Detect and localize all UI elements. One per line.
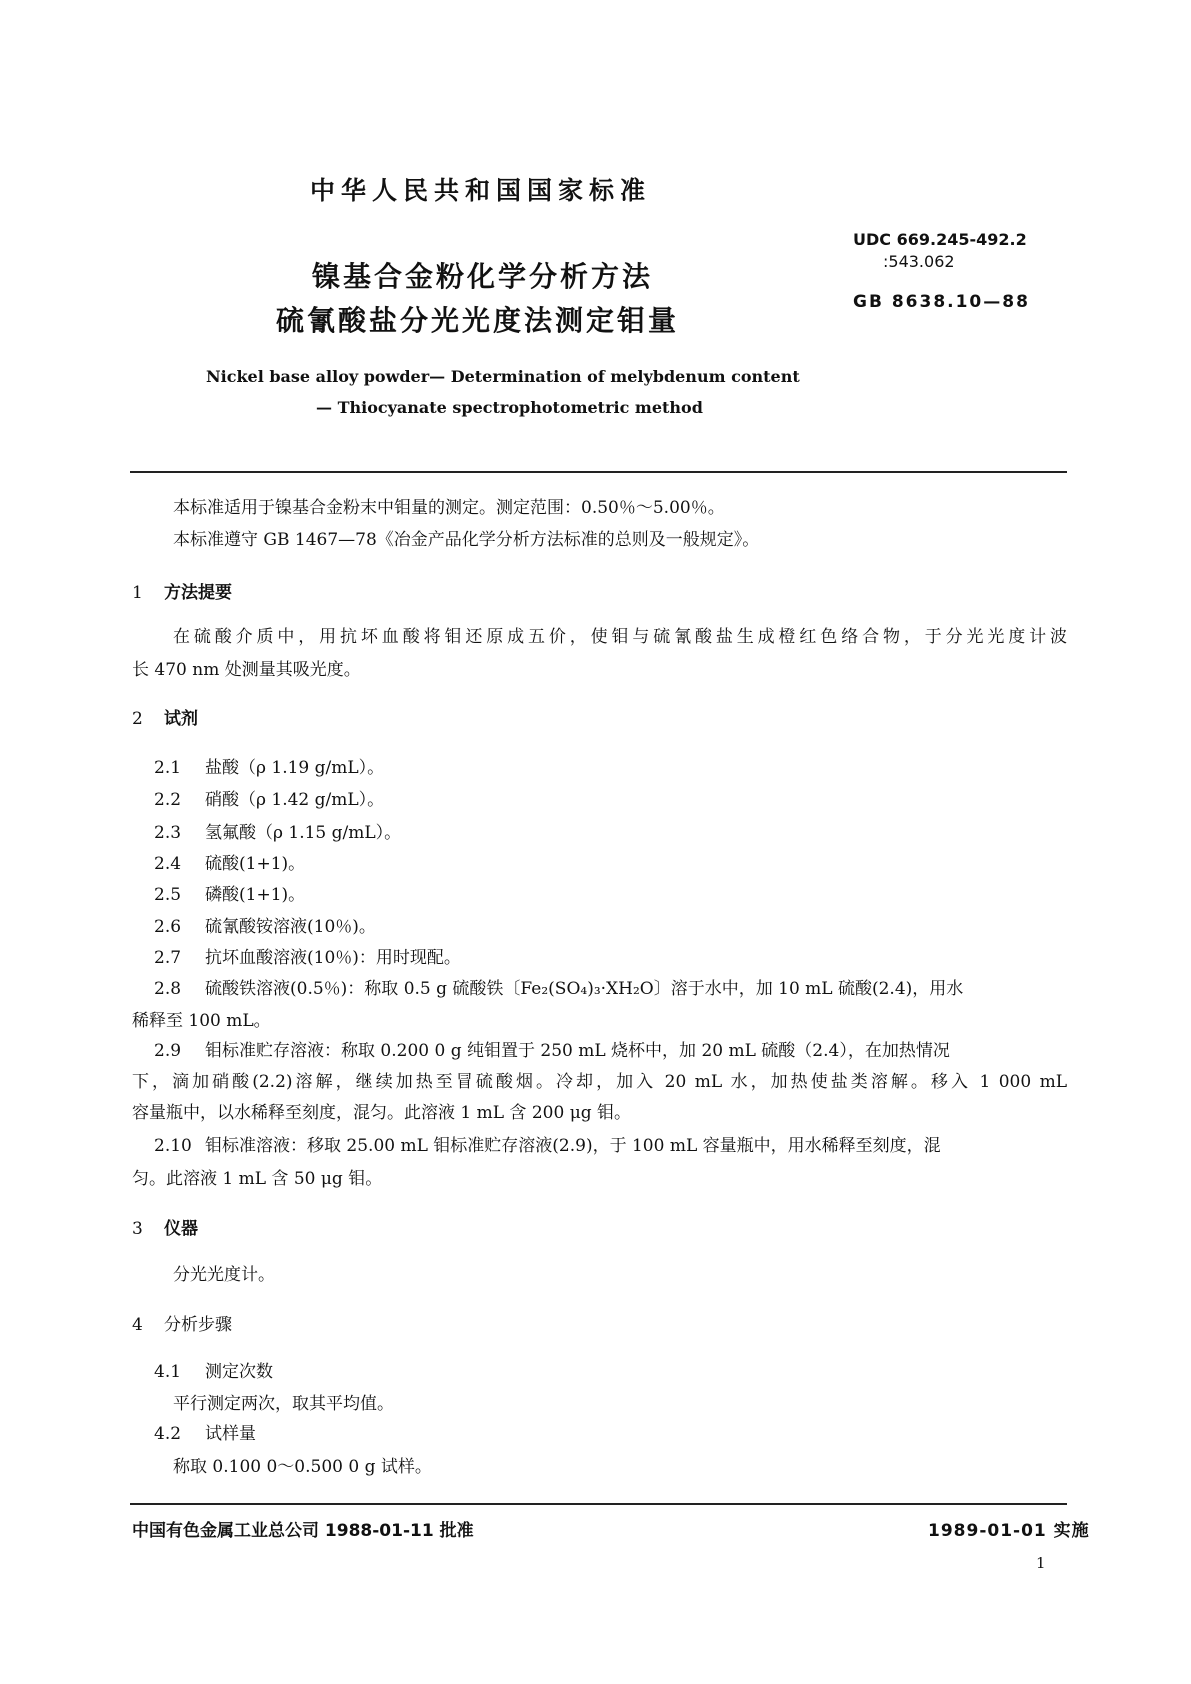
national-standard-label: 中华人民共和国国家标准 xyxy=(310,176,652,205)
item-continuation: 下，滴加硝酸(2.2)溶解，继续加热至冒硫酸烟。冷却，加入 20 mL 水，加热使盐类溶解。移入 1 000 mL xyxy=(132,1072,1067,1092)
section-title: 仪器 xyxy=(164,1219,198,1239)
item-title: 测定次数 xyxy=(205,1362,273,1382)
item-text: 钼标准贮存溶液：称取 0.200 0 g 纯钼置于 250 mL 烧杯中，加 20 mL 硫酸（2.4），在加热情况 xyxy=(205,1041,950,1061)
paragraph-line: 在硫酸介质中，用抗坏血酸将钼还原成五价，使钼与硫氰酸盐生成橙红色络合物，于分光光度计波 xyxy=(173,627,1067,647)
udc-code-continuation: :543.062 xyxy=(883,252,955,271)
section-number: 4 xyxy=(132,1315,143,1335)
document-title-line1: 镍基合金粉化学分析方法 xyxy=(312,260,654,293)
paragraph-line: 长 470 nm 处测量其吸光度。 xyxy=(132,660,361,680)
item-text: 硫氰酸铵溶液(10％)。 xyxy=(205,917,376,937)
item-number: 2.9 xyxy=(154,1041,182,1061)
list-item xyxy=(154,947,461,969)
list-item xyxy=(154,884,305,906)
english-title-line1: Nickel base alloy powder— Determination of melybdenum content xyxy=(206,367,800,386)
item-number: 4.1 xyxy=(154,1362,182,1382)
item-number: 2.2 xyxy=(154,790,182,810)
item-number: 2.6 xyxy=(154,917,182,937)
item-text: 硫酸铁溶液(0.5％)：称取 0.5 g 硫酸铁〔Fe₂(SO₄)₃·XH₂O〕溶于水中，加 10 mL 硫酸(2.4)，用水 xyxy=(205,979,964,999)
item-number: 2.8 xyxy=(154,979,182,999)
list-item xyxy=(154,853,305,875)
paragraph: 平行测定两次，取其平均值。 xyxy=(173,1394,394,1414)
section-heading xyxy=(132,708,198,730)
udc-code: UDC 669.245-492.2 xyxy=(853,230,1027,249)
item-number: 2.10 xyxy=(154,1136,192,1156)
item-text: 硫酸(1+1)。 xyxy=(205,854,306,874)
section-title: 试剂 xyxy=(164,709,198,729)
item-text: 抗坏血酸溶液(10％)：用时现配。 xyxy=(205,948,461,968)
paragraph: 分光光度计。 xyxy=(173,1265,275,1285)
header-divider xyxy=(130,471,1067,473)
section-title: 分析步骤 xyxy=(164,1315,232,1335)
item-number: 2.4 xyxy=(154,854,182,874)
list-item xyxy=(154,822,401,844)
item-text: 钼标准溶液：移取 25.00 mL 钼标准贮存溶液(2.9)，于 100 mL 容量瓶中，用水稀释至刻度，混 xyxy=(205,1136,941,1156)
section-heading xyxy=(132,1218,198,1240)
item-number: 4.2 xyxy=(154,1424,182,1444)
item-title: 试样量 xyxy=(205,1424,256,1444)
intro-scope: 本标准适用于镍基合金粉末中钼量的测定。测定范围：0.50％～5.00％。 xyxy=(173,498,725,518)
list-item xyxy=(154,1135,941,1157)
section-heading xyxy=(132,582,232,604)
item-continuation: 稀释至 100 mL。 xyxy=(132,1011,271,1031)
document-title-line2: 硫氰酸盐分光光度法测定钼量 xyxy=(276,304,680,337)
gb-number: GB 8638.10—88 xyxy=(853,292,1030,312)
item-text: 磷酸(1+1)。 xyxy=(205,885,306,905)
item-number: 2.3 xyxy=(154,823,182,843)
list-item xyxy=(154,916,376,938)
section-number: 2 xyxy=(132,709,143,729)
paragraph: 称取 0.100 0～0.500 0 g 试样。 xyxy=(173,1457,432,1477)
approval-note: 中国有色金属工业总公司 1988-01-11 批准 xyxy=(132,1521,474,1541)
section-number: 1 xyxy=(132,583,143,603)
english-title-line2: — Thiocyanate spectrophotometric method xyxy=(316,398,703,417)
item-text: 硝酸（ρ 1.42 g/mL）。 xyxy=(205,790,385,810)
section-heading xyxy=(132,1314,232,1336)
subsection-heading xyxy=(154,1361,273,1383)
list-item xyxy=(154,789,384,811)
item-number: 2.7 xyxy=(154,948,182,968)
item-continuation: 容量瓶中，以水稀释至刻度，混匀。此溶液 1 mL 含 200 μg 钼。 xyxy=(132,1103,632,1123)
item-text: 氢氟酸（ρ 1.15 g/mL）。 xyxy=(205,823,402,843)
item-number: 2.5 xyxy=(154,885,182,905)
item-text: 盐酸（ρ 1.19 g/mL）。 xyxy=(205,758,385,778)
page-number: 1 xyxy=(1036,1554,1046,1572)
section-number: 3 xyxy=(132,1219,143,1239)
item-continuation: 匀。此溶液 1 mL 含 50 μg 钼。 xyxy=(132,1169,383,1189)
list-item xyxy=(154,757,384,779)
section-title: 方法提要 xyxy=(164,583,232,603)
effective-date: 1989-01-01 实施 xyxy=(928,1521,1090,1541)
intro-compliance: 本标准遵守 GB 1467—78《冶金产品化学分析方法标准的总则及一般规定》。 xyxy=(173,530,760,550)
list-item xyxy=(154,1040,950,1062)
list-item xyxy=(154,978,963,1000)
item-number: 2.1 xyxy=(154,758,182,778)
footer-divider xyxy=(130,1503,1067,1505)
subsection-heading xyxy=(154,1423,256,1445)
